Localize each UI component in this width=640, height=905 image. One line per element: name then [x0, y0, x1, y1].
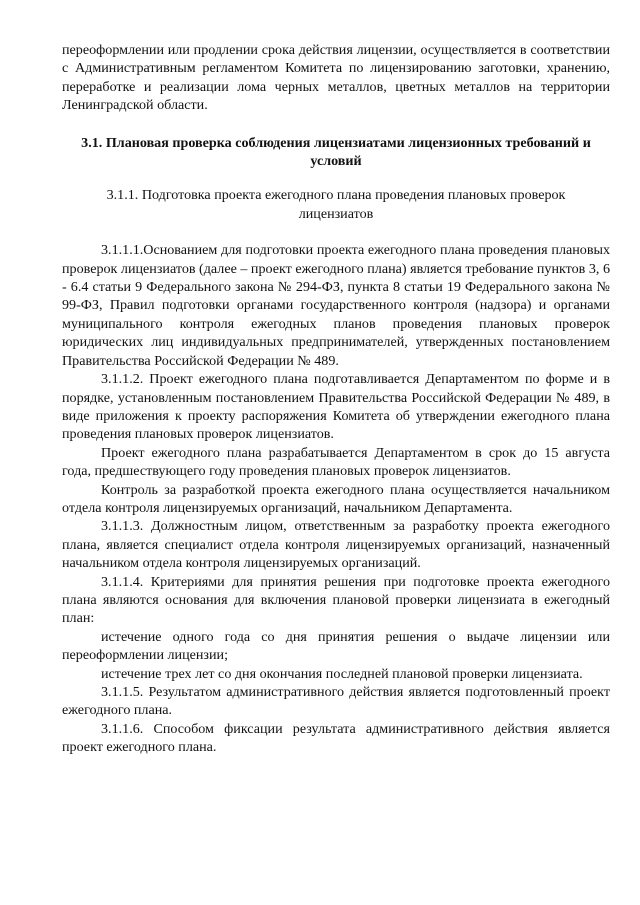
subsection-heading: 3.1.1. Подготовка проекта ежегодного плана проведения плановых проверок лицензиатов: [106, 187, 566, 222]
document-page: [62, 41, 610, 757]
intro-paragraph: переоформлении или продлении срока действия лицензии, осуществляется в соответствии с Административным регламентом Комитета по лицензированию заготовки, хранению, переработке и реализации лома черных металлов, цветных металлов на территории Ленинградской области.: [62, 42, 610, 114]
paragraph-deadline: Проект ежегодного плана разрабатывается Департаментом в срок до 15 августа года, предшествующего году проведения плановых проверок лицензиатов.: [62, 444, 610, 480]
paragraph-3-1-1-4: 3.1.1.4. Критериями для принятия решения при подготовке проекта ежегодного плана являются основания для включения плановой проверки лицензиата в ежегодный план:: [62, 573, 610, 627]
list-item-three-years: истечение трех лет со дня окончания последней плановой проверки лицензиата.: [101, 665, 583, 682]
list-item-one-year: истечение одного года со дня принятия решения о выдаче лицензии или переоформлении лицензии;: [62, 628, 610, 664]
section-heading: 3.1. Плановая проверка соблюдения лицензиатами лицензионных требований и условий: [81, 134, 591, 170]
paragraph-3-1-1-5: 3.1.1.5. Результатом административного действия является подготовленный проект ежегодного плана.: [62, 684, 610, 719]
paragraph-3-1-1-2: 3.1.1.2. Проект ежегодного плана подготавливается Департаментом по форме и в порядке, установленным постановлением Правительства Российской Федерации № 489, в виде приложения к проекту распоряжения Комитета об утверждении ежегодного плана проведения плановых проверок лицензиатов.: [62, 371, 610, 443]
spacer: [62, 223, 610, 241]
paragraph-control: Контроль за разработкой проекта ежегодного плана осуществляется начальником отдела контроля лицензируемых организаций, начальником Департамента.: [62, 481, 610, 516]
paragraph-3-1-1-1: 3.1.1.1.Основанием для подготовки проекта ежегодного плана проведения плановых проверок лицензиатов (далее – проект ежегодного плана) является требование пунктов 3, 6 - 6.4 статьи 9 Федерального закона № 294-ФЗ, пункта 8 статьи 19 Федерального закона № 99-ФЗ, Правил подготовки органами государственного контроля (надзора) и органами муниципального контроля ежегодных планов проведения плановых проверок юридических лиц индивидуальных предпринимателей, утвержденных постановлением Правительства Российской Федерации № 489.: [62, 242, 610, 369]
paragraph-3-1-1-3: 3.1.1.3. Должностным лицом, ответственным за разработку проекта ежегодного плана, является специалист отдела контроля лицензируемых организаций, назначенный начальником отдела контроля лицензируемых организаций.: [62, 518, 610, 572]
paragraph-3-1-1-6: 3.1.1.6. Способом фиксации результата административного действия является проект ежегодного плана.: [62, 720, 610, 756]
